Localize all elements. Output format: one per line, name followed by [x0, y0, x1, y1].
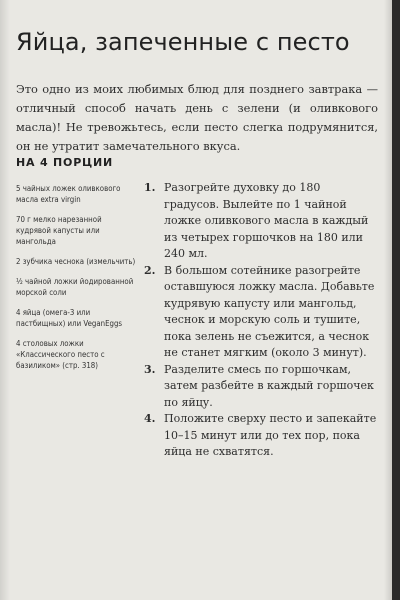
ingredient-item: 5 чайных ложек оливкового масла extra virgin [16, 184, 121, 204]
portions-heading: НА 4 ПОРЦИИ [16, 156, 114, 169]
step-text: Положите сверху песто и запекайте 10–15 минут или до тех пор, пока яйца не схватятся. [164, 412, 377, 458]
step-number: 3. [144, 362, 156, 376]
step-text: В большом сотейнике разогрейте оставшуюся ложку масла. Добавьте кудрявую капусту или мангольд, чеснок и морскую соль и тушите, пока зелень не съежится, а чеснок не станет мягким (около 3 минут). [164, 263, 375, 359]
ingredient-item: ½ чайной ложки йодированной морской соли [16, 277, 134, 297]
ingredient-item: 2 зубчика чеснока (измельчить) [16, 257, 136, 266]
step-text: Разогрейте духовку до 180 градусов. Вылейте по 1 чайной ложке оливкового масла в каждый из четырех горшочков на 180 или 240 мл. [164, 181, 369, 260]
step-item [144, 180, 378, 263]
step-item [144, 411, 378, 461]
recipe-title: Яйца, запеченные с песто [16, 28, 350, 56]
page-binding-shade [0, 0, 10, 600]
step-item [144, 362, 378, 412]
steps-list [144, 180, 378, 461]
step-number: 4. [144, 412, 156, 425]
recipe-intro: Это одно из моих любимых блюд для позднего завтрака — отличный способ начать день с зелени (и оливкового масла)! Не тревожьтесь, если песто слегка подрумянится, он не утратит замечательного вкуса. [16, 82, 378, 153]
page-edge-shadow [384, 0, 392, 600]
ingredient-item: 70 г мелко нарезанной кудрявой капусты или мангольда [16, 215, 102, 246]
step-number: 1. [144, 181, 156, 194]
step-item [144, 263, 378, 362]
ingredients-list [16, 183, 138, 380]
ingredient-item: 4 столовых ложки «Классического песто с базиликом» (стр. 318) [16, 339, 105, 370]
ingredient-item: 4 яйца (омега-3 или пастбищных) или VeganEggs [16, 308, 123, 328]
step-text: Разделите смесь по горшочкам, затем разбейте в каждый горшочек по яйцу. [164, 362, 374, 409]
step-number: 2. [144, 263, 156, 277]
